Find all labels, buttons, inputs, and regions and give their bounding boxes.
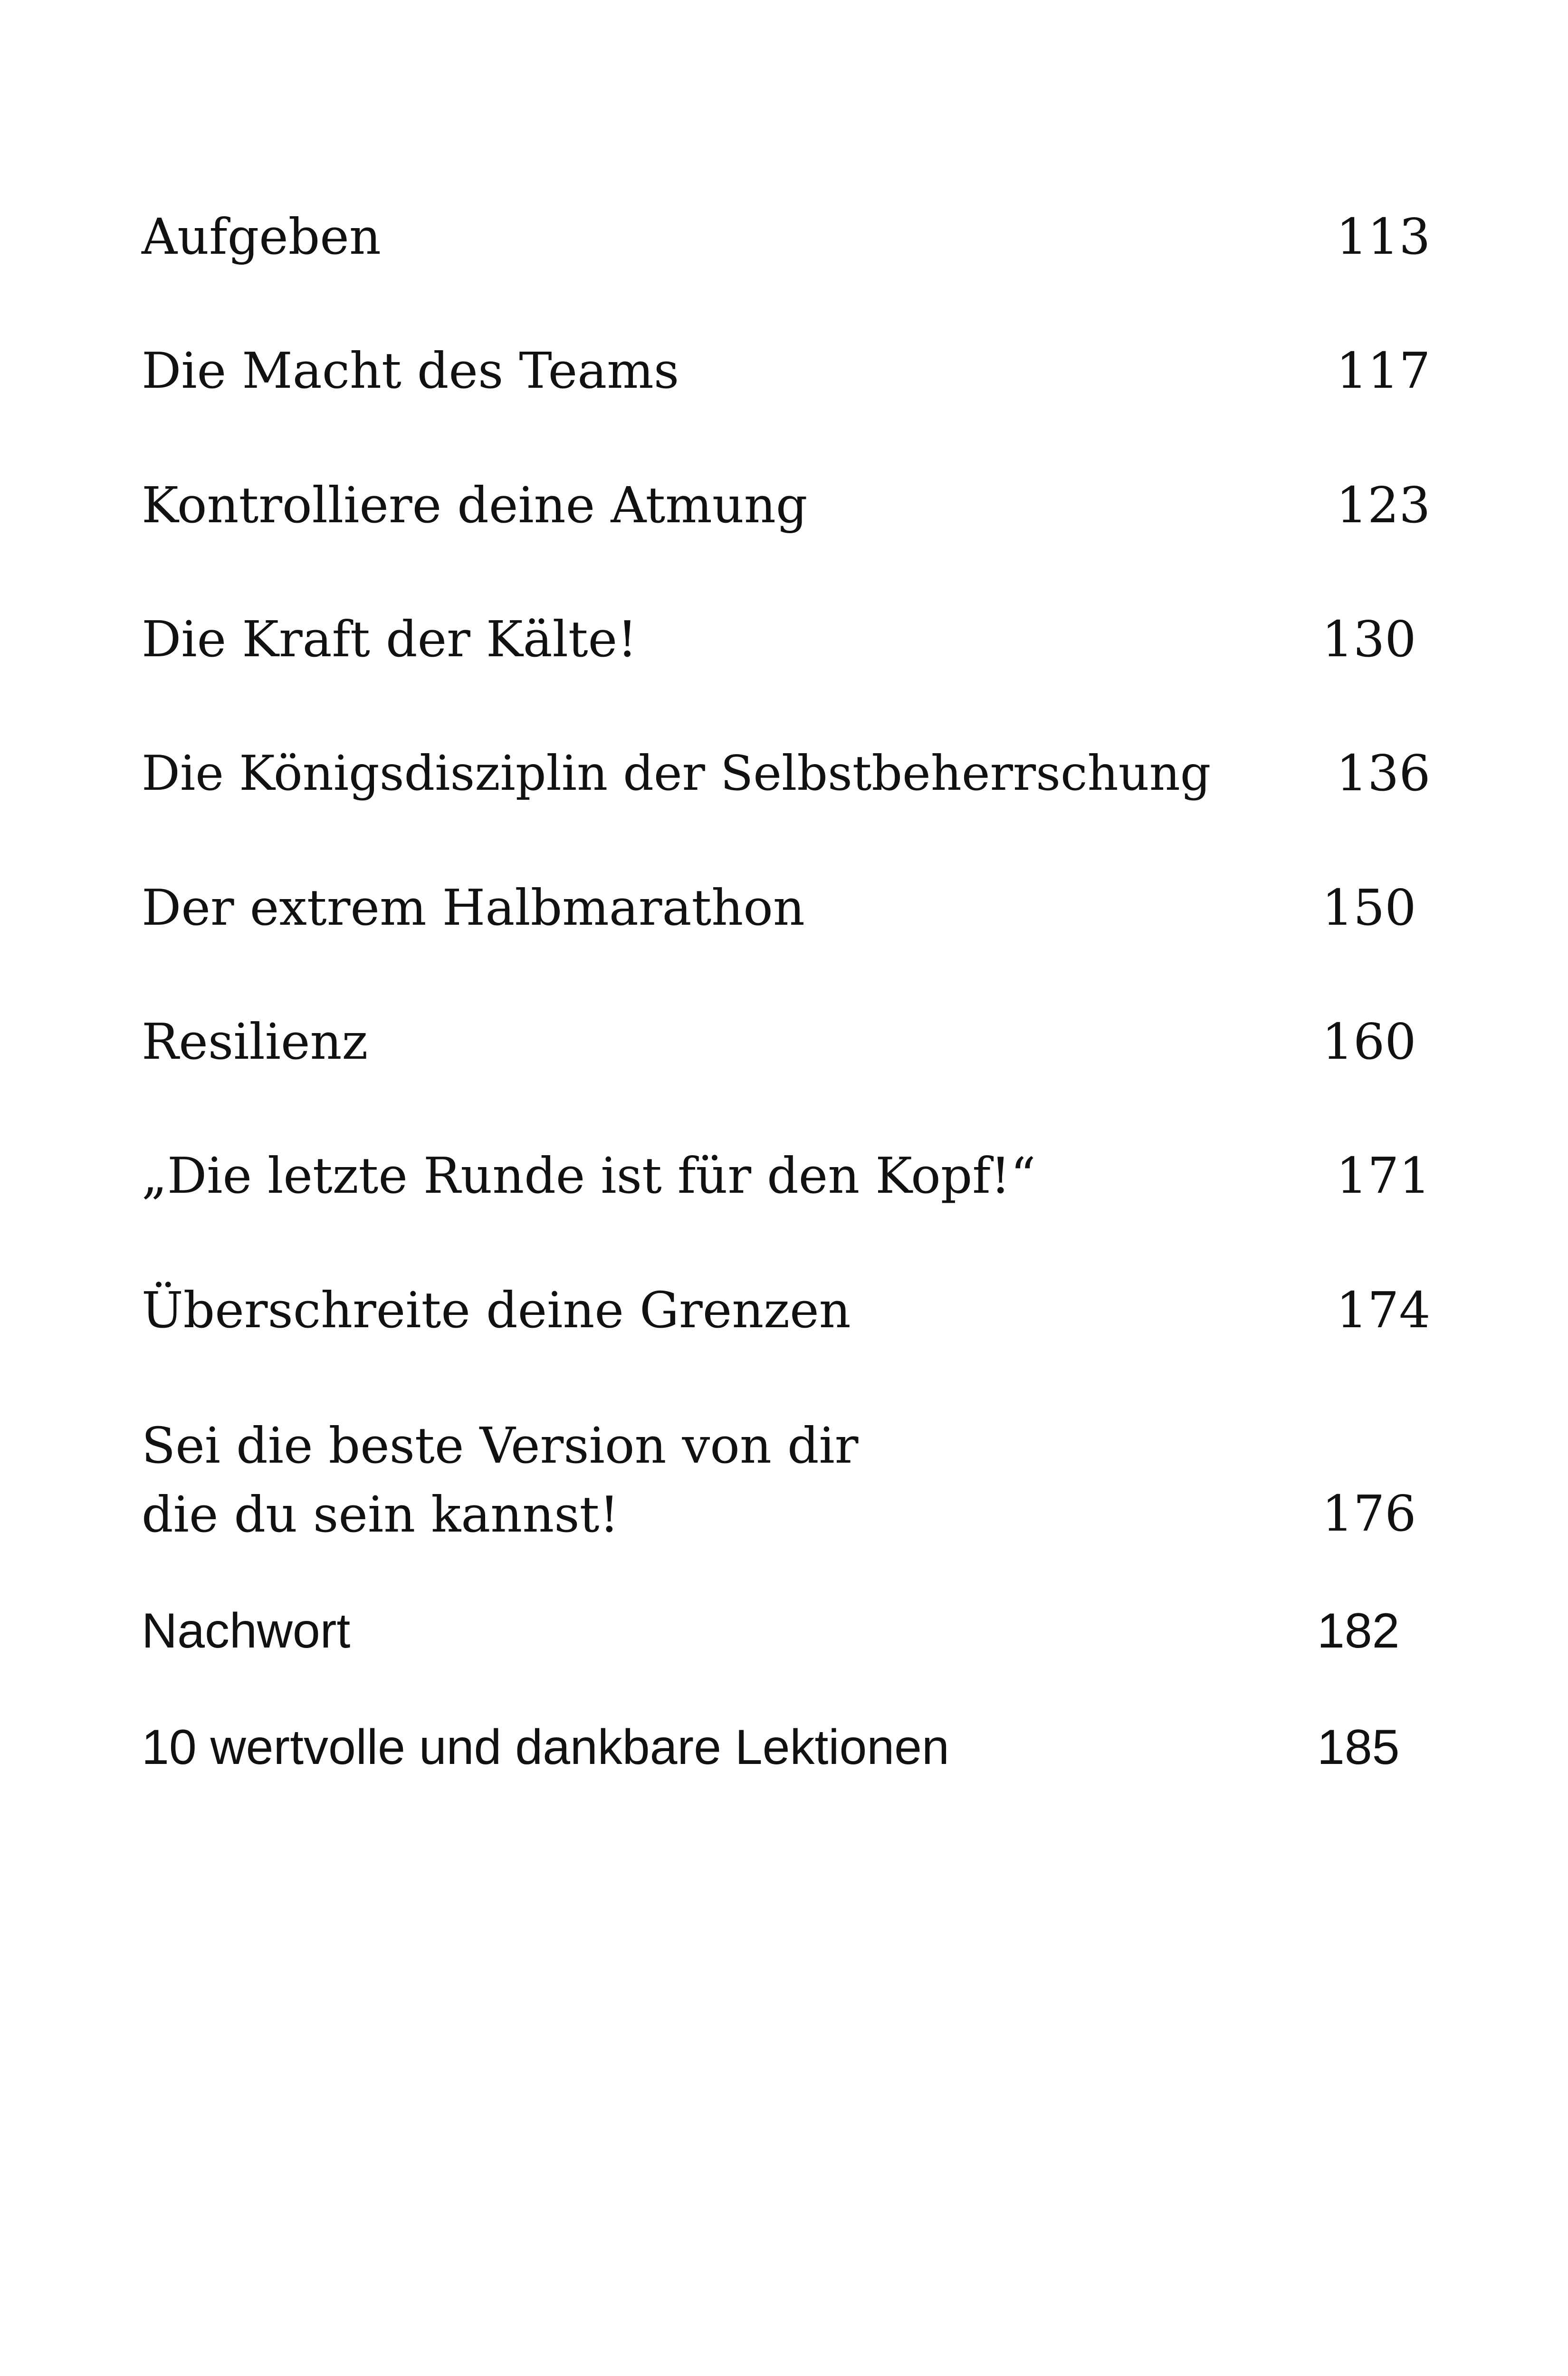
toc-entry [0, 874, 1568, 969]
toc-entry [0, 337, 1568, 432]
toc-entry [0, 740, 1568, 835]
toc-entry [0, 1411, 1568, 1568]
toc-entry-page: 150 [1322, 879, 1416, 937]
toc-entry-title: Kontrolliere deine Atmung [142, 476, 808, 534]
toc-entry-page: 171 [1336, 1147, 1431, 1205]
toc-entry-page: 123 [1336, 476, 1431, 534]
toc-entry-page: 113 [1336, 208, 1431, 266]
toc-entry [0, 472, 1568, 567]
toc-entry-title: „Die letzte Runde ist für den Kopf!“ [142, 1147, 1036, 1205]
toc-entry-page: 136 [1336, 744, 1431, 802]
toc-entry-title: Die Kraft der Kälte! [142, 610, 637, 668]
toc-entry-page: 182 [1317, 1603, 1400, 1658]
toc-entry [0, 606, 1568, 701]
toc-entry-page: 185 [1317, 1720, 1400, 1775]
toc-entry-title: Die Macht des Teams [142, 342, 679, 400]
toc-entry-title: Der extrem Halbmarathon [142, 879, 805, 937]
toc-entry [0, 1277, 1568, 1372]
toc-entry [0, 1142, 1568, 1237]
toc-entry-title-line1: Sei die beste Version von dir [142, 1417, 859, 1475]
toc-entry-title: Resilienz [142, 1013, 368, 1071]
toc-entry [0, 1598, 1568, 1693]
toc-entry-page: 117 [1336, 342, 1431, 400]
toc-entry-title-line2: die du sein kannst! [142, 1485, 620, 1543]
toc-entry-title: Aufgeben [142, 208, 381, 266]
toc-entry-title: Überschreite deine Grenzen [142, 1281, 851, 1339]
toc-entry [0, 203, 1568, 298]
toc-entry-page: 130 [1322, 610, 1416, 668]
toc-entry-page: 176 [1322, 1485, 1416, 1542]
toc-entry-title: 10 wertvolle und dankbare Lektionen [142, 1720, 949, 1775]
toc-entry [0, 1714, 1568, 1809]
toc-entry [0, 1008, 1568, 1103]
toc-entry-title: Die Königsdisziplin der Selbstbeherrschung [142, 745, 1211, 801]
toc-entry-page: 174 [1336, 1281, 1431, 1339]
toc-entry-title: Nachwort [142, 1603, 351, 1658]
toc-entry-page: 160 [1322, 1013, 1416, 1071]
